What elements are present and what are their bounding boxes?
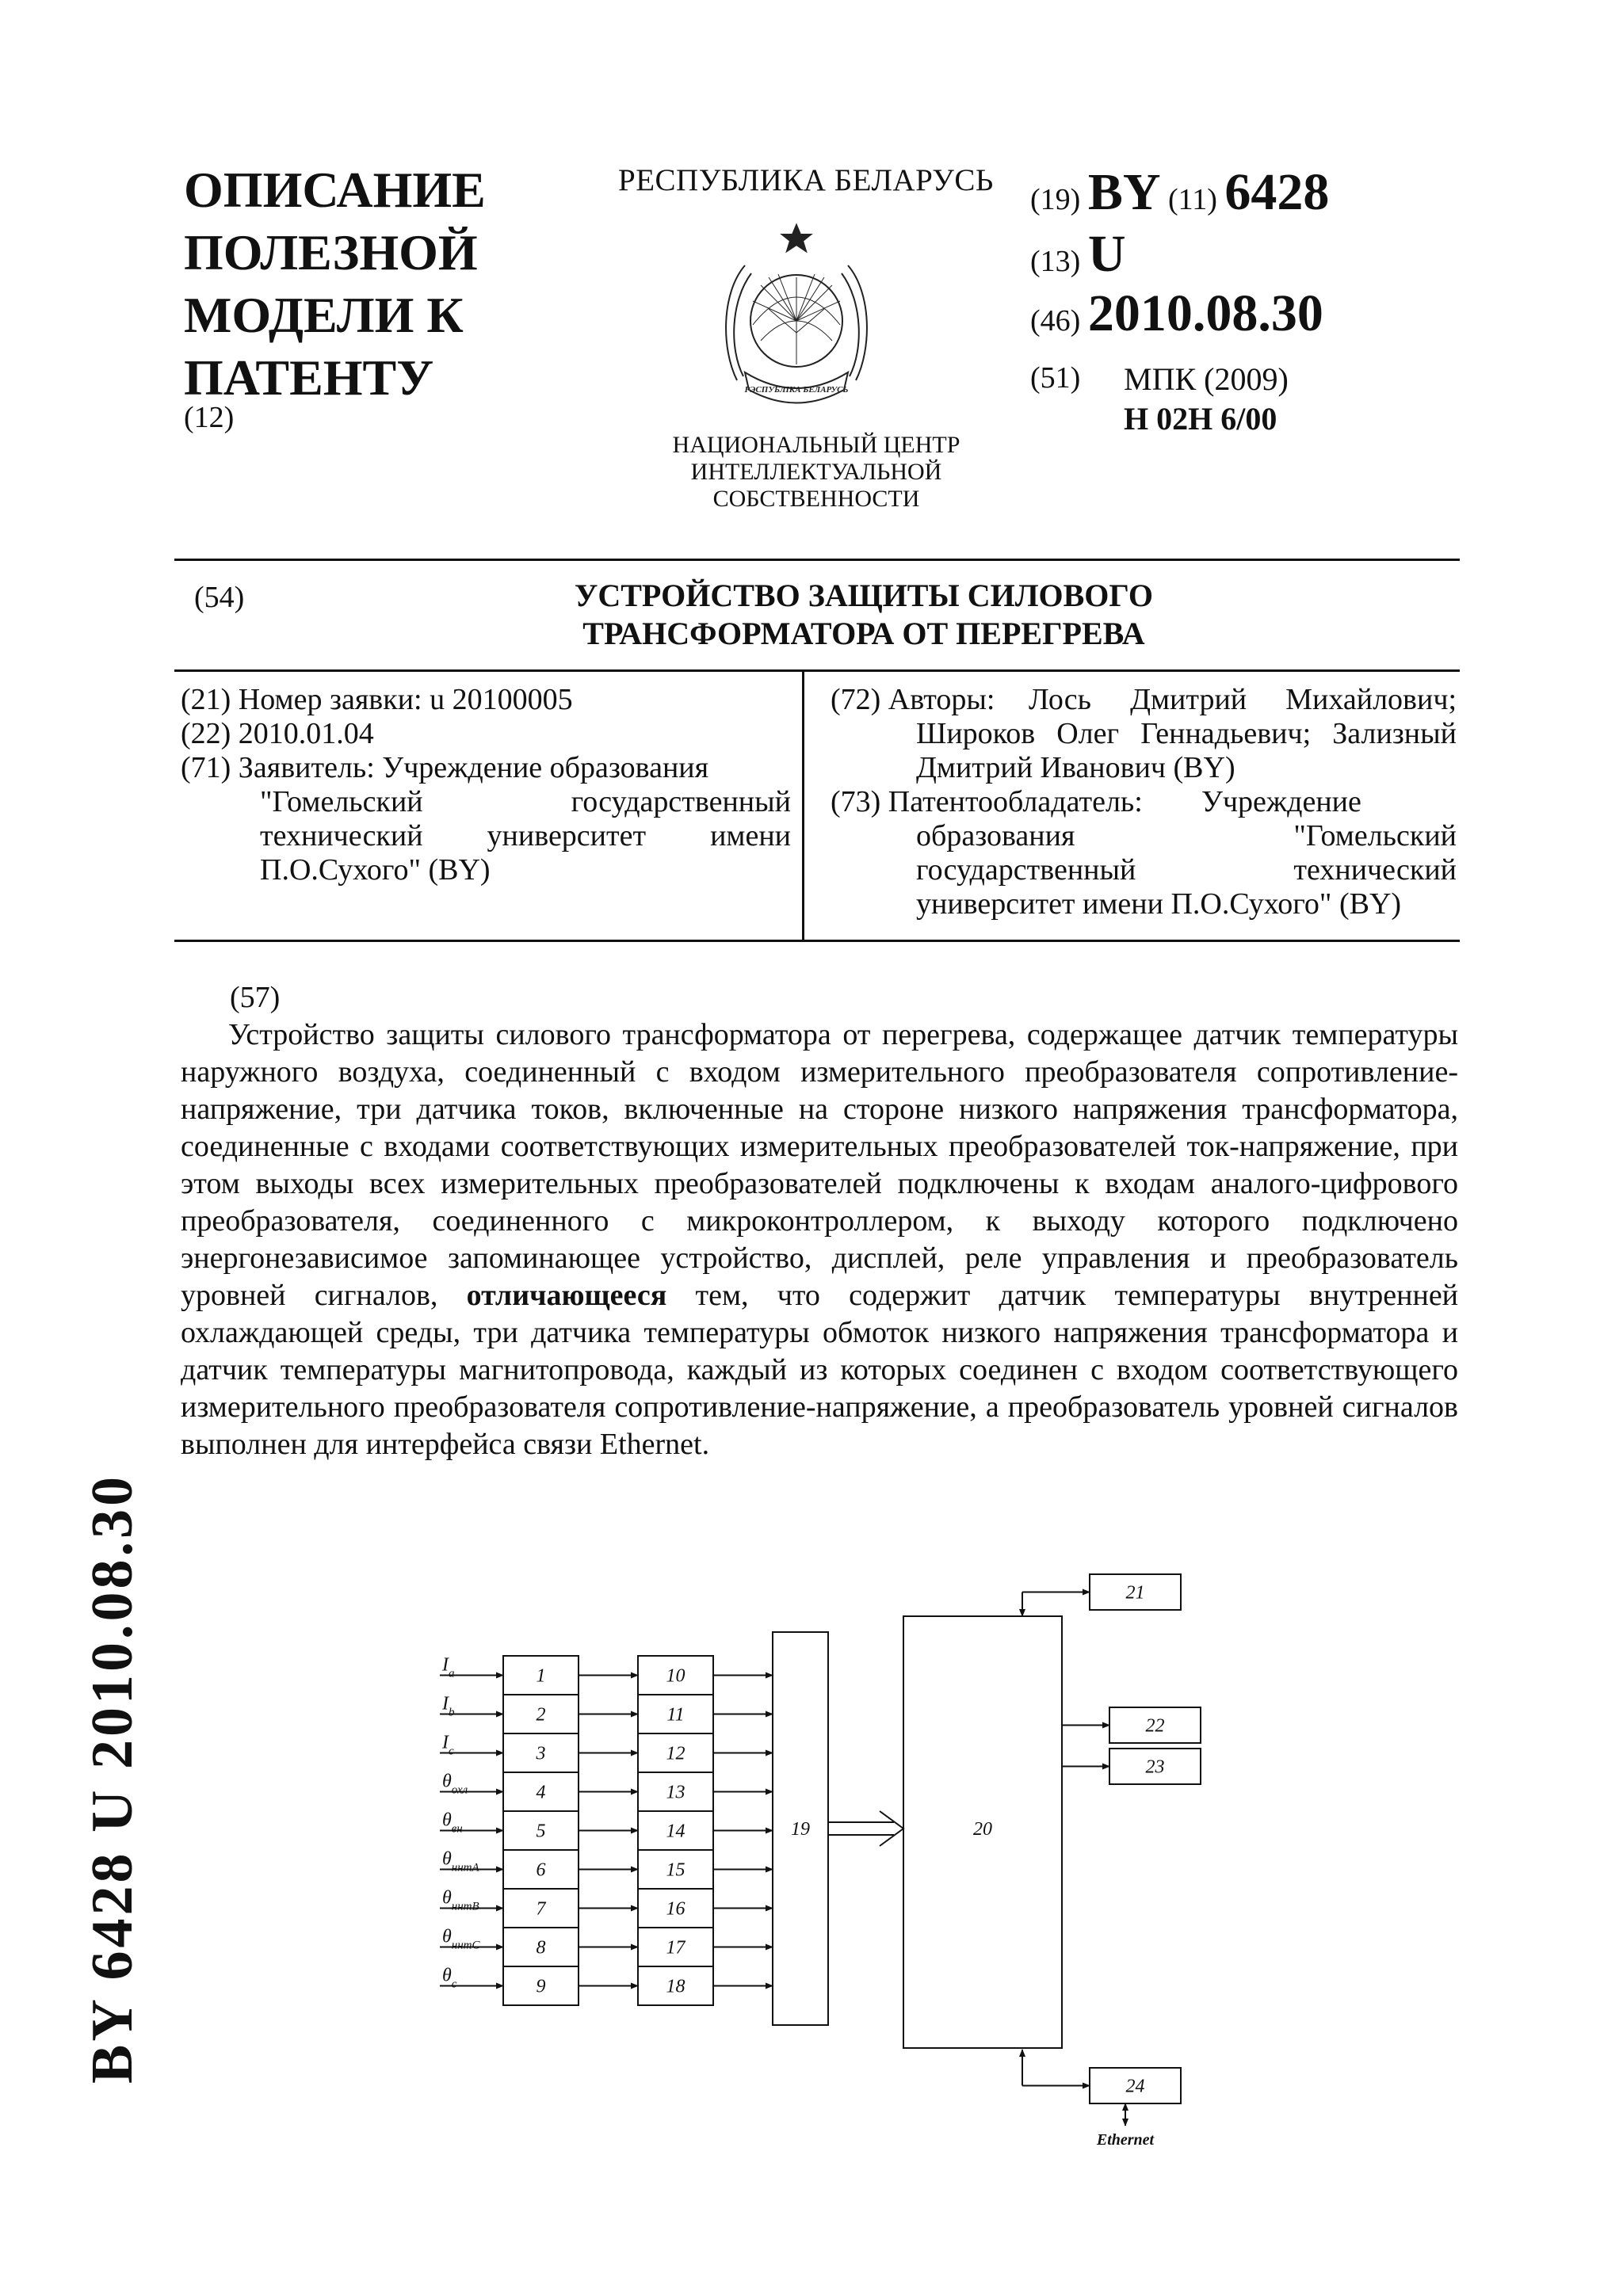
- column-divider: [802, 669, 804, 942]
- document-type-line: МОДЕЛИ К: [184, 287, 464, 343]
- authors-names: Лось Дмитрий Михайлович; Широков Олег Геннадьевич; Зализный Дмитрий Иванович (BY): [916, 683, 1457, 784]
- bibliography-right: [831, 683, 1457, 921]
- block-number: 1: [536, 1665, 546, 1687]
- block-number: 9: [536, 1976, 546, 1997]
- block-number: 2: [536, 1704, 546, 1726]
- holder-name: Учреждение образования "Гомельский государственный технический университет имени П.О.Сухого" (BY): [916, 785, 1457, 921]
- document-type: [184, 158, 486, 409]
- block-number: 15: [666, 1859, 685, 1881]
- ethernet-label: Ethernet: [1096, 2131, 1155, 2149]
- bib-ipc: [1030, 360, 1080, 395]
- inid-code-54: (54): [194, 581, 245, 614]
- patent-office-name: [626, 432, 1006, 513]
- filing-date: (22) 2010.01.04: [181, 717, 374, 750]
- document-type-line: ПАТЕНТУ: [184, 349, 434, 406]
- claim-text: [181, 1016, 1458, 1463]
- input-signal-subscript: ннтC: [451, 1939, 480, 1952]
- block-number: 23: [1145, 1756, 1165, 1778]
- input-signal-subscript: ннтA: [451, 1861, 479, 1875]
- block-number: 11: [666, 1704, 685, 1726]
- divider: [174, 559, 1460, 561]
- application-number: (21) Номер заявки: u 20100005: [181, 683, 573, 716]
- block-number: 12: [666, 1743, 685, 1764]
- title-line: УСТРОЙСТВО ЗАЩИТЫ СИЛОВОГО: [575, 578, 1153, 613]
- bib-date: [1030, 284, 1323, 344]
- title-line: ТРАНСФОРМАТОРА ОТ ПЕРЕГРЕВА: [582, 616, 1145, 651]
- document-type-line: ОПИСАНИЕ: [184, 162, 486, 218]
- authors-heading: (72) Авторы:: [831, 683, 995, 716]
- input-signal-label: $\theta_{ннтC}$: [442, 1926, 480, 1952]
- input-signal-label: $\theta_{ннтA}$: [442, 1848, 479, 1875]
- input-signal-subscript: вн: [451, 1822, 463, 1836]
- bib-country-number: [1030, 162, 1329, 223]
- block-number: 13: [666, 1782, 685, 1803]
- state-emblem: [713, 222, 880, 416]
- block-number: 20: [973, 1819, 992, 1840]
- claim-text-part: тем, что содержит датчик температуры внутренней охлаждающей среды, три датчика температуры обмоток низкого напряжения трансформатора и датчик температуры магнитопровода, каждый из которых соединен с входом соответствующего измерительного преобразователя сопротивление-напряжение, а преобразователь уровней сигналов выполнен для интерфейса связи Ethernet.: [181, 1279, 1459, 1461]
- input-signal-label: $\theta_{охл}$: [442, 1771, 468, 1797]
- input-signal-subscript: a: [449, 1667, 455, 1680]
- office-line: СОБСТВЕННОСТИ: [712, 486, 920, 512]
- kind-code: U: [1087, 225, 1126, 283]
- block-number: 22: [1145, 1715, 1165, 1737]
- block-number: 17: [666, 1937, 685, 1958]
- block-number: 10: [666, 1665, 685, 1687]
- inid-code-11: (11): [1168, 183, 1217, 216]
- country-code: BY: [1087, 163, 1161, 221]
- inid-code-51: (51): [1030, 361, 1081, 395]
- country-name: РЕСПУБЛИКА БЕЛАРУСЬ: [618, 163, 994, 197]
- patent-number: 6428: [1224, 163, 1330, 221]
- block-number: 3: [536, 1743, 546, 1764]
- emblem-ribbon-text: РЭСПУБЛІКА БЕЛАРУСЬ: [744, 385, 849, 395]
- applicant-heading: (71) Заявитель: Учреждение образования: [181, 751, 709, 784]
- input-signal-subscript: ннтB: [451, 1900, 479, 1913]
- block-number: 5: [536, 1821, 546, 1842]
- input-signal-subscript: охл: [451, 1783, 468, 1797]
- input-signal-label: $I_c$: [442, 1732, 454, 1758]
- applicant-name: "Гомельский государственный технический университет имени П.О.Сухого" (BY): [260, 785, 791, 887]
- bibliography-left: [181, 683, 791, 887]
- block-number: 19: [791, 1819, 810, 1840]
- input-signal-label: $I_b$: [442, 1693, 455, 1719]
- publication-date: 2010.08.30: [1087, 284, 1323, 342]
- block-number: 6: [536, 1859, 546, 1881]
- side-publication-id: BY 6428 U 2010.08.30: [80, 1474, 145, 2084]
- input-signal-label: $\theta_{ннтB}$: [442, 1887, 479, 1913]
- claim-characterizing-word: отличающееся: [466, 1279, 667, 1312]
- block-diagram: [428, 1573, 1189, 2149]
- divider: [174, 669, 1460, 672]
- block-number: 14: [666, 1821, 685, 1842]
- ipc-edition: МПК (2009): [1124, 361, 1289, 397]
- holder-heading: (73) Патентообладатель:: [831, 785, 1143, 818]
- input-signal-label: $\theta_c$: [442, 1965, 457, 1991]
- inid-code-19: (19): [1030, 183, 1081, 216]
- invention-title: [428, 577, 1300, 653]
- input-signal-label: $\theta_{вн}$: [442, 1810, 463, 1836]
- ipc-class: H 02H 6/00: [1124, 401, 1277, 437]
- inid-code-12: (12): [184, 401, 235, 434]
- document-type-line: ПОЛЕЗНОЙ: [184, 224, 478, 280]
- block-number: 18: [666, 1976, 685, 1997]
- input-signal-subscript: c: [449, 1745, 454, 1758]
- block-number: 21: [1125, 1582, 1145, 1604]
- inid-code-57: (57): [230, 981, 281, 1014]
- office-line: ИНТЕЛЛЕКТУАЛЬНОЙ: [690, 459, 942, 485]
- data-bus-arrow: [828, 1811, 903, 1846]
- claim-text-part: Устройство защиты силового трансформатора от перегрева, содержащее датчик температуры наружного воздуха, соединенный с входом измерительного преобразователя сопротивление-напряжение, три датчика токов, включенные на стороне низкого напряжения трансформатора, соединенные с входами соответствующих измерительных преобразователей ток-напряжение, при этом выходы всех измерительных преобразователей подключены к входам аналого-цифрового преобразователя, соединенного с микроконтроллером, к выходу которого подключено энергонезависимое запоминающее устройство, дисплей, реле управления и преобразователь уровней сигналов,: [181, 1018, 1458, 1312]
- input-signal-subscript: b: [449, 1706, 455, 1719]
- block-number: 7: [536, 1898, 546, 1920]
- office-line: НАЦИОНАЛЬНЫЙ ЦЕНТР: [672, 432, 960, 458]
- block-number: 4: [536, 1782, 546, 1803]
- inid-code-46: (46): [1030, 304, 1081, 338]
- bib-kind: [1030, 224, 1125, 284]
- block-number: 8: [536, 1937, 546, 1958]
- divider: [174, 940, 1460, 942]
- input-signal-subscript: c: [451, 1978, 457, 1991]
- input-signal-label: $I_a$: [442, 1654, 455, 1680]
- inid-code-13: (13): [1030, 245, 1081, 278]
- block-number: 24: [1125, 2076, 1145, 2097]
- block-number: 16: [666, 1898, 685, 1920]
